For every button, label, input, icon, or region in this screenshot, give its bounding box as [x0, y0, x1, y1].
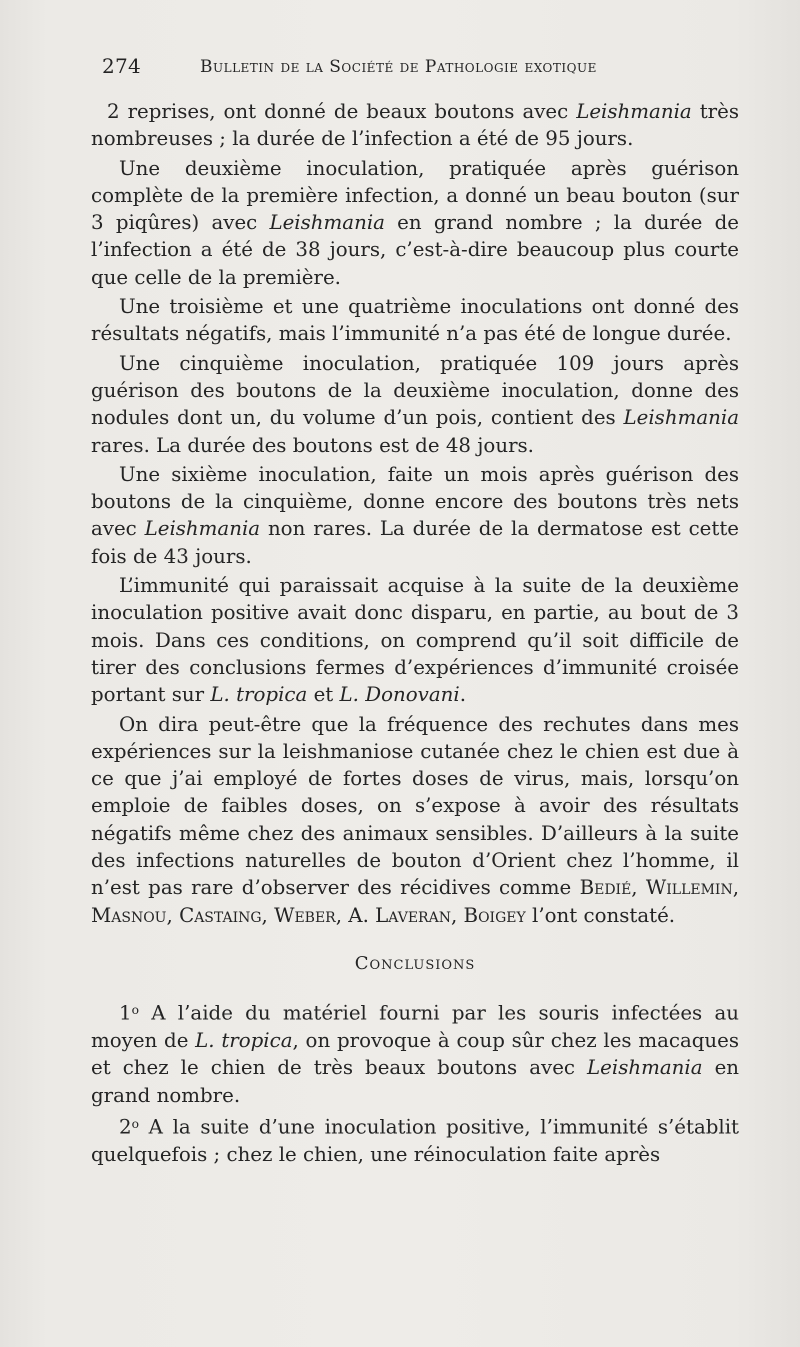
paragraph — [91, 293, 739, 348]
italic-term: Leishmania — [144, 517, 261, 541]
text-run: Une sixième inoculation, faite un mois après guérison des boutons de la cinquième, donne encore des boutons très nets avec — [91, 462, 739, 541]
author-name: Boigey — [463, 903, 526, 927]
page-header — [102, 54, 662, 84]
paragraph — [91, 711, 739, 929]
running-head: Bulletin de la Société de Pathologie exotique — [200, 57, 597, 77]
author-name: Laveran — [375, 903, 451, 927]
author-name: Castaing — [179, 903, 262, 927]
page-number: 274 — [102, 54, 142, 78]
text-run: L’immunité qui paraissait acquise à la suite de la deuxième inoculation positive avait donc disparu, en partie, au bout de 3 mois. Dans ces conditions, on comprend qu’il soit difficile de tirer des conclusions fermes d’expériences d’immunité croisée portant sur — [91, 574, 739, 707]
paragraph — [91, 461, 739, 570]
text-run: , — [631, 876, 646, 900]
italic-term: L. tropica — [195, 1029, 293, 1053]
text-run: , — [450, 903, 464, 927]
ordinal-mark: o — [131, 1116, 139, 1131]
conclusion-number: 2 — [119, 1115, 132, 1139]
text-run: On dira peut-être que la fréquence des rechutes dans mes expériences sur la leishmaniose cutanée chez le chien est due à ce que j’ai employé de fortes doses de virus, mais, lorsqu’on emploie de faibles doses, on s’expose à avoir des résultats négatifs même chez des animaux sensibles. D’ailleurs à la suite des infections naturelles de bouton d’Orient chez l’homme, il n’est pas rare d’observer des récidives comme — [91, 712, 739, 900]
author-name: Weber — [274, 903, 336, 927]
text-run: Une deuxième inoculation, pratiquée après guérison complète de la première infection, a donné un beau bouton (sur 3 piqûres) avec — [91, 156, 739, 235]
author-name: Bedié — [579, 876, 632, 900]
text-run: , on provoque à coup sûr chez les macaques et chez le chien de très beaux boutons avec — [91, 1029, 740, 1080]
conclusion-item — [91, 1111, 739, 1168]
italic-term: Leishmania — [576, 100, 692, 123]
text-run: en grand nombre. — [91, 1056, 740, 1107]
italic-term: Leishmania — [587, 1056, 703, 1080]
conclusion-item — [91, 997, 739, 1109]
author-name: Masnou — [91, 903, 167, 927]
paragraph — [91, 98, 739, 153]
section-title: Conclusions — [354, 952, 476, 974]
italic-term: Leishmania — [623, 406, 739, 430]
text-run: Une troisième et une quatrième inoculations ont donné des résultats négatifs, mais l’immunité n’a pas été de longue durée. — [91, 295, 739, 346]
author-name: Willemin — [645, 876, 733, 900]
text-run: . — [459, 683, 466, 707]
body-text — [91, 98, 739, 1170]
ordinal-mark: o — [131, 1003, 139, 1018]
paragraph — [91, 572, 739, 708]
text-run: , — [732, 876, 739, 900]
text-run: et — [307, 683, 340, 707]
text-run: en grand nombre ; la durée de l’infection a été de 38 jours, c’est-à-dire beaucoup plus courte que celle de la première. — [91, 211, 739, 289]
text-run: très nombreuses ; la durée de l’infection a été de 95 jours. — [91, 100, 739, 151]
italic-term: L. tropica — [210, 683, 308, 707]
conclusion-number: 1 — [119, 1001, 132, 1025]
italic-term: L. Donovani — [339, 683, 460, 707]
text-run: , A. — [335, 903, 376, 927]
text-run: , — [261, 903, 275, 927]
italic-term: Leishmania — [269, 211, 385, 235]
text-run: 2 reprises, ont donné de beaux boutons avec — [107, 100, 577, 123]
text-run: , — [166, 903, 180, 927]
text-run: rares. La durée des boutons est de 48 jours. — [91, 433, 534, 457]
text-run: l’ont constaté. — [525, 903, 676, 927]
text-run: Une cinquième inoculation, pratiquée 109 jours après guérison des boutons de la deuxième inoculation, donne des nodules dont un, du volume d’un pois, contient des — [91, 351, 739, 430]
paragraph — [91, 350, 739, 459]
text-run: A la suite d’une inoculation positive, l’immunité s’établit quelquefois ; chez le chien, une réinoculation faite après — [91, 1115, 739, 1166]
paragraph — [91, 155, 739, 291]
text-run: non rares. La durée de la dermatose est cette fois de 43 jours. — [91, 517, 739, 568]
text-run: A l’aide du matériel fourni par les souris infectées au moyen de — [91, 1001, 739, 1053]
